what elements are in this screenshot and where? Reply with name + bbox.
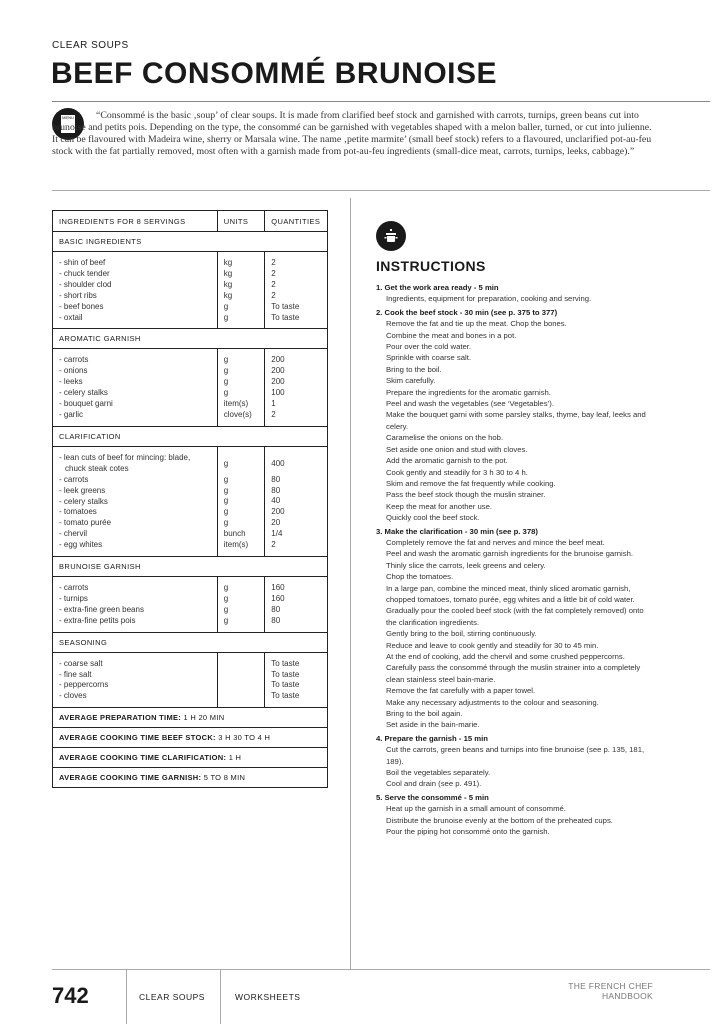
time-cell <box>53 748 328 768</box>
time-value: 5 TO 8 MIN <box>203 773 246 783</box>
time-cell <box>53 768 328 788</box>
table-header-row <box>53 211 328 232</box>
ingredient-unit: g <box>223 474 229 484</box>
step-line: Thinly slice the carrots, leek greens and celery. <box>386 560 546 570</box>
section-title: BRUNOISE GARNISH <box>53 557 328 577</box>
ingredient-name: - carrots <box>59 583 89 593</box>
step-line: Pour the piping hot consommé onto the garnish. <box>386 827 550 837</box>
header-ingredients: INGREDIENTS FOR 8 SERVINGS <box>53 211 218 232</box>
ingredient-unit: g <box>223 377 229 387</box>
column-cell <box>217 349 265 426</box>
ingredient-unit: kg <box>223 290 233 300</box>
column-cell <box>53 652 218 708</box>
step-line: Bring to the boil. <box>386 364 442 374</box>
ingredient-quantity: 160 <box>271 593 285 603</box>
footer-separator <box>220 970 221 1024</box>
step-line: Remove the fat and tie up the meat. Chop the bones. <box>386 319 567 329</box>
page-number: 742 <box>52 983 89 1008</box>
table-row <box>53 446 328 556</box>
time-row <box>53 748 328 768</box>
step-line: Pour over the cold water. <box>386 342 472 352</box>
step-line: Remove the fat carefully with a paper towel. <box>386 686 536 696</box>
step-line: Caramelise the onions on the hob. <box>386 433 504 443</box>
step-line: Gently bring to the boil, stirring continuously. <box>386 629 537 639</box>
ingredient-unit: clove(s) <box>223 409 252 419</box>
column-cell <box>217 252 265 329</box>
ingredient-name: - short ribs <box>59 290 97 300</box>
step-line: Distribute the brunoise evenly at the bottom of the preheated cups. <box>386 815 613 825</box>
time-value: 1 H <box>228 753 242 763</box>
ingredient-unit: g <box>223 583 229 593</box>
instructions-steps <box>376 282 646 838</box>
column-cell <box>53 446 218 556</box>
ingredient-name: - leek greens <box>59 485 106 495</box>
section-title: CLARIFICATION <box>53 426 328 446</box>
ingredient-unit: g <box>223 366 229 376</box>
column-cell <box>265 577 328 633</box>
ingredient-unit: g <box>223 355 229 365</box>
step-line: Heat up the garnish in a small amount of consommé. <box>386 804 566 814</box>
step-line: Completely remove the fat and nerves and mince the beef meat. <box>386 537 605 547</box>
section-title: AROMATIC GARNISH <box>53 329 328 349</box>
step-line: Combine the meat and bones in a pot. <box>386 330 517 340</box>
table-row <box>53 652 328 708</box>
ingredient-name: - turnips <box>59 593 88 603</box>
ingredient-sections <box>53 232 328 708</box>
time-label: AVERAGE COOKING TIME CLARIFICATION: <box>59 753 227 763</box>
section-header-row <box>53 232 328 252</box>
ingredient-quantity: 160 <box>271 583 285 593</box>
header-units: UNITS <box>217 211 265 232</box>
ingredient-quantity: To taste <box>271 680 300 690</box>
column-cell <box>265 252 328 329</box>
page-title: BEEF CONSOMMÉ BRUNOISE <box>51 57 498 90</box>
section-title: BASIC INGREDIENTS <box>53 232 328 252</box>
step-line: Set aside in the bain-marie. <box>386 720 480 730</box>
footer-divider <box>52 969 710 970</box>
ingredient-unit: kg <box>223 279 233 289</box>
step-line: Add the aromatic garnish to the pot. <box>386 456 508 466</box>
step-line: Peel and wash the aromatic garnish ingredients for the brunoise garnish. <box>386 549 633 559</box>
ingredient-quantity: 80 <box>271 615 281 625</box>
ingredient-name: - tomatoes <box>59 507 97 517</box>
ingredient-unit: g <box>223 507 229 517</box>
ingredient-unit: g <box>223 518 229 528</box>
ingredient-name: - egg whites <box>59 540 103 550</box>
time-cell <box>53 728 328 748</box>
step-heading: 4. Prepare the garnish - 15 min <box>376 733 488 743</box>
ingredient-quantity: 80 <box>271 474 281 484</box>
menu-icon-label: MENU <box>61 115 75 133</box>
header-quantities: QUANTITIES <box>265 211 328 232</box>
step-line: Make any necessary adjustments to the colour and seasoning. <box>386 697 599 707</box>
ingredient-name: - peppercorns <box>59 680 109 690</box>
ingredient-quantity: 2 <box>271 268 276 278</box>
step-line: Reduce and leave to cook gently and steadily for 30 to 45 min. <box>386 640 599 650</box>
step-line: Cut the carrots, green beans and turnips into fine brunoise (see p. 135, 181, 189). <box>386 745 645 766</box>
time-label: AVERAGE PREPARATION TIME: <box>59 713 182 723</box>
divider <box>52 101 710 102</box>
ingredient-name: - fine salt <box>59 669 92 679</box>
ingredient-unit: g <box>223 388 229 398</box>
table-row <box>53 252 328 329</box>
ingredient-name: - celery stalks <box>59 388 108 398</box>
time-cell <box>53 708 328 728</box>
time-rows <box>53 708 328 788</box>
ingredient-name: - extra-fine petits pois <box>59 615 136 625</box>
step-line: In a large pan, combine the minced meat, thinly sliced aromatic garnish, chopped tomatoes, tomato purée, egg whites and a little bit of cold water. <box>386 583 635 604</box>
ingredient-unit: g <box>223 496 229 506</box>
column-divider <box>350 198 351 970</box>
column-cell <box>217 577 265 633</box>
step-line: Quickly cool the beef stock. <box>386 513 480 523</box>
ingredient-quantity: 100 <box>271 388 285 398</box>
step-line: Set aside one onion and stud with cloves. <box>386 444 528 454</box>
ingredient-quantity: 20 <box>271 518 281 528</box>
ingredient-quantity: To taste <box>271 301 300 311</box>
ingredient-name: - lean cuts of beef for mincing: blade, chuck steak cotes <box>59 452 191 473</box>
step-line: Keep the meat for another use. <box>386 501 492 511</box>
ingredient-quantity: 80 <box>271 604 281 614</box>
book-title-line: HANDBOOK <box>601 991 653 1001</box>
section-header-row <box>53 426 328 446</box>
ingredient-quantity: To taste <box>271 312 300 322</box>
step-line: Gradually pour the cooled beef stock (with the fat completely removed) onto the clarification ingredients. <box>386 606 644 627</box>
step-line: Cook gently and steadily for 3 h 30 to 4 h. <box>386 467 528 477</box>
ingredient-quantity: To taste <box>271 658 300 668</box>
step-heading: 2. Cook the beef stock - 30 min (see p. 375 to 377) <box>376 307 558 317</box>
time-row <box>53 728 328 748</box>
column-cell <box>217 652 265 708</box>
step-line: Cool and drain (see p. 491). <box>386 779 482 789</box>
ingredient-unit: kg <box>223 258 233 267</box>
ingredient-quantity: 2 <box>271 290 276 300</box>
time-value: 3 H 30 TO 4 H <box>218 733 271 743</box>
ingredient-quantity: 200 <box>271 377 285 387</box>
step-line: Skim carefully. <box>386 376 436 386</box>
ingredient-unit: item(s) <box>223 399 249 409</box>
time-value: 1 H 20 MIN <box>183 713 225 723</box>
column-cell <box>53 252 218 329</box>
ingredient-name: - carrots <box>59 355 89 365</box>
ingredient-name: - carrots <box>59 474 89 484</box>
ingredient-quantity: 200 <box>271 366 285 376</box>
ingredient-unit: g <box>223 593 229 603</box>
ingredient-name: - onions <box>59 366 88 376</box>
step-line: Peel and wash the vegetables (see ‘Vegetables’). <box>386 399 554 409</box>
ingredient-name: - chuck tender <box>59 268 110 278</box>
ingredient-name: - bouquet garni <box>59 399 113 409</box>
time-label: AVERAGE COOKING TIME GARNISH: <box>59 773 202 783</box>
ingredient-unit: item(s) <box>223 540 249 550</box>
step-heading: 1. Get the work area ready - 5 min <box>376 283 499 292</box>
ingredient-unit: bunch <box>223 529 246 539</box>
book-title <box>568 981 653 1001</box>
footer-separator <box>126 970 127 1024</box>
column-cell <box>265 652 328 708</box>
ingredient-name: - cloves <box>59 691 87 701</box>
ingredient-name: - celery stalks <box>59 496 108 506</box>
cooking-pot-icon <box>376 221 406 251</box>
column-cell <box>53 577 218 633</box>
ingredient-quantity: To taste <box>271 691 300 701</box>
ingredient-quantity: 1/4 <box>271 529 283 539</box>
step-heading: 5. Serve the consommé - 5 min <box>376 792 489 802</box>
step-line: Make the bouquet garni with some parsley stalks, thyme, bay leaf, leeks and celery. <box>386 410 646 431</box>
step-line: Ingredients, equipment for preparation, cooking and serving. <box>386 294 592 304</box>
ingredient-quantity: 2 <box>271 258 276 267</box>
ingredient-quantity: 400 <box>271 458 285 468</box>
ingredient-name: - beef bones <box>59 301 104 311</box>
step-line: At the end of cooking, add the chervil and some crushed peppercorns. <box>386 652 625 661</box>
ingredient-name: - tomato purée <box>59 518 112 528</box>
section-header-row <box>53 632 328 652</box>
column-cell <box>53 349 218 426</box>
ingredients-table <box>52 210 328 788</box>
ingredient-name: - leeks <box>59 377 83 387</box>
table-row <box>53 577 328 633</box>
ingredient-quantity: 2 <box>271 279 276 289</box>
column-cell <box>217 446 265 556</box>
book-title-line: THE FRENCH CHEF <box>568 981 653 991</box>
step-line: Prepare the ingredients for the aromatic garnish. <box>386 387 551 397</box>
ingredient-unit: g <box>223 485 229 495</box>
ingredient-quantity: 1 <box>271 399 276 409</box>
ingredient-name: - garlic <box>59 409 84 419</box>
ingredient-name: - chervil <box>59 529 88 539</box>
footer-category: WORKSHEETS <box>235 992 301 1002</box>
ingredient-unit: g <box>223 312 229 322</box>
step-line: Pass the beef stock though the muslin strainer. <box>386 490 546 500</box>
ingredient-quantity: 200 <box>271 355 285 365</box>
footer-section: CLEAR SOUPS <box>139 992 205 1002</box>
step-line: Bring to the boil again. <box>386 709 463 719</box>
ingredient-unit: g <box>223 301 229 311</box>
step-line: Sprinkle with coarse salt. <box>386 353 472 363</box>
ingredient-quantity: 2 <box>271 409 276 419</box>
section-label: CLEAR SOUPS <box>52 40 129 51</box>
divider <box>52 190 710 191</box>
table-row <box>53 349 328 426</box>
section-header-row <box>53 557 328 577</box>
ingredient-name: - coarse salt <box>59 658 103 668</box>
instructions-title: INSTRUCTIONS <box>376 258 486 274</box>
ingredient-unit: g <box>223 604 229 614</box>
ingredient-name: - shoulder clod <box>59 279 112 289</box>
ingredient-quantity: 200 <box>271 507 285 517</box>
column-cell <box>265 349 328 426</box>
step-line: Chop the tomatoes. <box>386 572 454 582</box>
ingredient-quantity: To taste <box>271 669 300 679</box>
step-line: Carefully pass the consommé through the muslin strainer into a completely clean stainless steel bain-marie. <box>386 663 641 684</box>
column-cell <box>265 446 328 556</box>
time-row <box>53 768 328 788</box>
ingredient-name: - oxtail <box>59 312 83 322</box>
time-label: AVERAGE COOKING TIME BEEF STOCK: <box>59 733 216 743</box>
section-title: SEASONING <box>53 632 328 652</box>
ingredient-quantity: 2 <box>271 540 276 550</box>
step-heading: 3. Make the clarification - 30 min (see p. 378) <box>376 526 538 536</box>
time-row <box>53 708 328 728</box>
ingredient-unit: g <box>223 458 229 468</box>
step-line: Boil the vegetables separately. <box>386 768 491 778</box>
ingredient-quantity: 40 <box>271 496 281 506</box>
ingredient-name: - extra-fine green beans <box>59 604 144 614</box>
intro-quote: “Consommé is the basic ‚soup’ of clear soups. It is made from clarified beef stock and garnished with carrots, turnips, green beans cut into brunoise and petits pois. Depending on the type, the consommé can be garnished with vegetables shaped with a melon baller, turned, or cut into julienne. It can be flavoured with Madeira wine, sherry or Marsala wine. The name ‚petite marmite’ (small beef stock) refers to a flavoured, unclarified pot-au-feu stock with the fat partially removed, most often with a garnish made from pot-au-feu ingredients (small-dice meat, carrots, turnips, leeks, cabbage).” <box>52 110 652 157</box>
ingredient-name: - shin of beef <box>59 258 106 267</box>
ingredient-quantity: 80 <box>271 485 281 495</box>
section-header-row <box>53 329 328 349</box>
ingredient-unit: kg <box>223 268 233 278</box>
ingredient-unit: g <box>223 615 229 625</box>
step-line: Skim and remove the fat frequently while cooking. <box>386 478 556 488</box>
